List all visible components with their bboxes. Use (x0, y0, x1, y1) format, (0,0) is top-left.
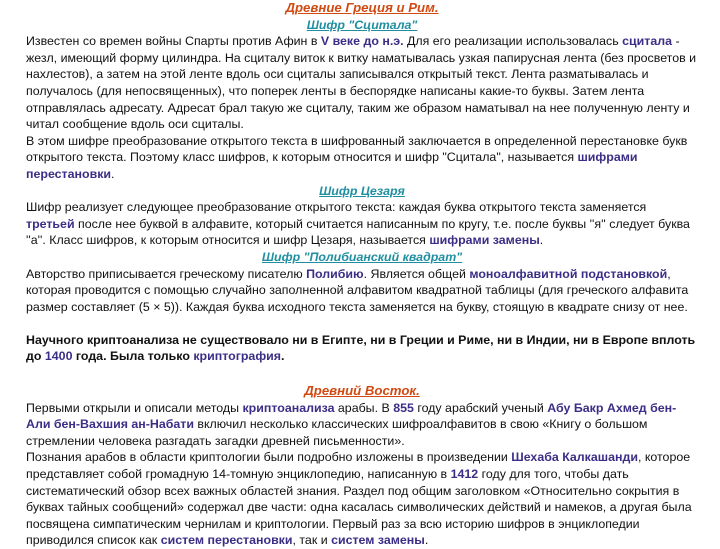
text-run: Первыми открыли и описали методы (26, 400, 243, 415)
highlight-polybius: Полибию (306, 266, 364, 281)
paragraph-summary (26, 332, 698, 365)
text-run: Познания арабов в области криптологии были подробно изложены в произведении (26, 450, 512, 465)
highlight-scholar-name: Абу Бакр Ахмед бен-Али бен-Вахшия ан-Набати (26, 400, 677, 432)
section-title-ancient-east: Древний Восток. (304, 383, 420, 399)
spacer (26, 315, 698, 332)
text-run: - жезл, имеющий форму цилиндра. На сциталу виток к витку наматывалась узкая папирусная лента (без просветов и нахлестов), а затем на этой ленте вдоль оси сциталы записывался открытый текст. Лента разматывалась и получалось (для непосвященных), что поперек ленты в беспорядке написаны какие-то буквы. Затем лента отправлялась адресату. Адресат брал такую же сциталу, таким же образом наматывал на нее полученную ленту и читал сообщение вдоль оси сциталы. (26, 34, 697, 132)
highlight-year-1412: 1412 (450, 467, 479, 482)
text-run: Научного криптоанализа не существовало ни в Египте, ни в Греции и Риме, ни в Индии, ни в Европе вплоть до (26, 332, 696, 364)
highlight-year-855: 855 (393, 400, 414, 415)
text-run: , которая проводится с помощью случайно заполненной алфавитом квадратной таблицы (для греческого алфавита размер составляет (5 × 5)). Каждая буква исходного текста заменяется на букву, стоящую в квадрате снизу от нее. (26, 266, 689, 314)
text-run: В этом шифре преобразование открытого текста в шифрованный заключается в определенной перестановке букв открытого текста. Поэтому класс шифров, к которым относится и шифр "Сцитала", называется (26, 133, 688, 165)
highlight-cryptography: криптография (193, 349, 282, 364)
highlight-transposition-systems: систем перестановки (160, 533, 293, 548)
highlight-substitution-systems: систем замены (331, 533, 425, 548)
text-run: году арабский ученый (413, 400, 548, 415)
highlight-scytale: сциталa (622, 34, 672, 49)
heading-polybius: Шифр "Полибианский квадрат" (261, 249, 463, 264)
highlight-substitution: шифрами замены (429, 233, 540, 248)
highlight-year-1400: 1400 (44, 349, 73, 364)
text-run: . Является общей (363, 266, 470, 281)
text-run: года. Была только (72, 349, 194, 364)
text-run: Для его реализации использовалась (403, 34, 623, 49)
text-run: . (539, 233, 544, 248)
paragraph-scytale-description (26, 33, 698, 133)
highlight-century: V веке до н.э. (320, 34, 404, 49)
text-run: Известен со времен войны Спарты против Афин в (26, 34, 321, 49)
text-run: , которое представляет собой громадную 14-томную энциклопедию, написанную в (26, 450, 691, 482)
paragraph-scytale-class (26, 133, 698, 183)
highlight-cryptanalysis: криптоанализа (242, 400, 335, 415)
text-run: Авторство приписывается греческому писателю (26, 266, 307, 281)
section-title-greece-rome: Древние Греция и Рим. (285, 0, 439, 15)
text-run: году для того, чтобы дать систематический обзор всех важных областей знания. Раздел под общим заголовком «Относительно сокрытия в буквах тайных сообщений» содержал две части: одна касалась символических действий и намеков, а другая была посвящена симпатическим чернилам и криптологии. Первый раз за всю историю шифров в энциклопедии приводился список как (26, 467, 692, 548)
highlight-third: третьей (26, 216, 75, 231)
text-run: Шифр реализует следующее преобразование открытого текста: каждая буква открытого текста заменяется (26, 200, 647, 215)
highlight-transposition: шифрами перестановки (26, 150, 638, 181)
text-run: . (424, 533, 429, 548)
highlight-monoalphabetic: моноалфавитной подстановкой (469, 266, 668, 281)
text-run: включил несколько классических шифроалфавитов в свою «Книгу о большом стремлении человека разгадать загадки древней письменности». (26, 417, 648, 448)
paragraph-encyclopedia (26, 449, 698, 549)
paragraph-arab-cryptanalysis (26, 400, 698, 450)
text-run: . (111, 166, 115, 181)
paragraph-caesar-description (26, 199, 698, 249)
text-run: арабы. В (334, 400, 394, 415)
heading-scytale: Шифр "Сцитала" (306, 17, 418, 32)
text-run: , так и (292, 533, 332, 548)
document-page (26, 0, 698, 549)
spacer (26, 365, 698, 383)
text-run: после нее буквой в алфавите, который считается написанным по кругу, т.е. после буквы ''я'' следует буква ''а''. Класс шифров, к которым относится и шифр Цезаря, называется (26, 216, 690, 248)
heading-caesar: Шифр Цезаря (319, 183, 405, 198)
highlight-qalqashandi: Шехаба Калкашанди (511, 450, 638, 465)
paragraph-polybius-description (26, 266, 698, 316)
text-run: . (281, 349, 285, 364)
